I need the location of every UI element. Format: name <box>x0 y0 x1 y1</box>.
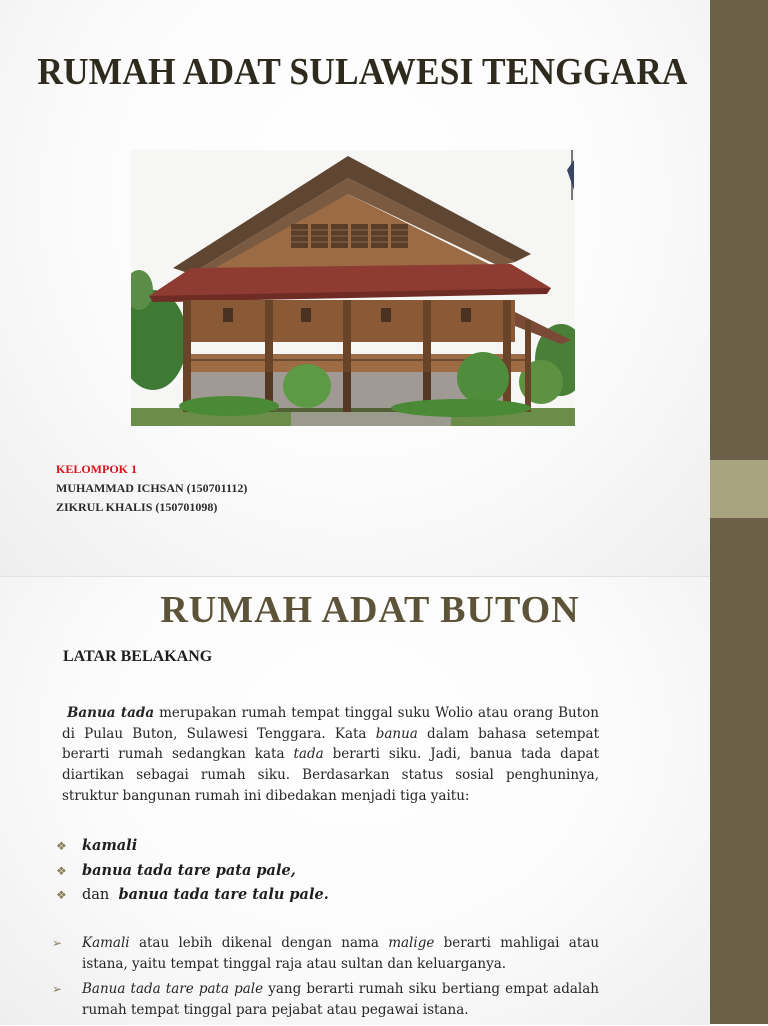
slide-2-title: RUMAH ADAT BUTON <box>160 589 580 631</box>
arrow-bullet-icon: ➢ <box>52 936 63 950</box>
list-item <box>52 979 599 1020</box>
explanation-text: berarti mahligai atau istana, yaitu tempat tinggal raja atau sultan dan keluarganya. <box>82 935 600 972</box>
list-prefix: dan <box>82 887 119 903</box>
arrow-bullet-icon: ➢ <box>52 982 63 997</box>
term-banua-tada-tare-pata-pale: Banua tada tare pata pale <box>82 981 264 998</box>
explanations-list <box>52 933 599 1026</box>
list-term: banua tada tare talu pale <box>118 886 324 903</box>
list-item <box>56 859 616 884</box>
list-suffix: . <box>323 886 329 903</box>
list-suffix: , <box>290 861 296 879</box>
group-title: KELOMPOK 1 <box>56 462 137 476</box>
list-term: banua tada tare pata pale <box>82 861 291 879</box>
paragraph-text: dalam bahasa setempat berarti rumah sedangkan kata <box>62 725 599 763</box>
explanation-text: atau lebih dikenal dengan nama <box>129 935 389 951</box>
list-item <box>52 933 599 974</box>
section-heading: LATAR BELAKANG <box>63 648 213 665</box>
member-name: MUHAMMAD ICHSAN (150701112) <box>56 481 248 495</box>
explanation-text: yang berarti rumah siku bertiang empat adalah rumah tempat tinggal para pejabat atau pegawai istana. <box>82 981 599 1019</box>
diamond-bullet-icon: ❖ <box>56 863 67 878</box>
term-banua: banua <box>375 725 418 742</box>
list-item <box>56 883 616 908</box>
house-types-list <box>56 834 616 908</box>
paragraph-text: merupakan rumah tempat tinggal suku Wolio atau orang Buton di Pulau Buton, Sulawesi Tenggara. Kata <box>62 705 599 742</box>
intro-paragraph <box>62 703 599 807</box>
diamond-bullet-icon: ❖ <box>56 839 67 853</box>
group-info <box>56 460 247 517</box>
term-tada: tada <box>293 746 324 763</box>
diamond-bullet-icon: ❖ <box>56 888 67 902</box>
slide-1-title: RUMAH ADAT SULAWESI TENGGARA <box>37 51 688 93</box>
term-malige: malige <box>388 935 435 951</box>
list-term: kamali <box>82 837 138 854</box>
member-name: ZIKRUL KHALIS (150701098) <box>56 500 218 514</box>
term-banua-tada: Banua tada <box>66 705 155 721</box>
list-item <box>56 834 616 859</box>
sidebar-accent-block <box>710 460 768 518</box>
paragraph-text: berarti siku. Jadi, banua tada dapat diartikan sebagai rumah siku. Berdasarkan status sosial penghuninya, struktur bangunan rumah ini dibedakan menjadi tiga yaitu: <box>62 746 599 804</box>
house-photo <box>131 150 575 426</box>
term-kamali: Kamali <box>82 935 130 951</box>
